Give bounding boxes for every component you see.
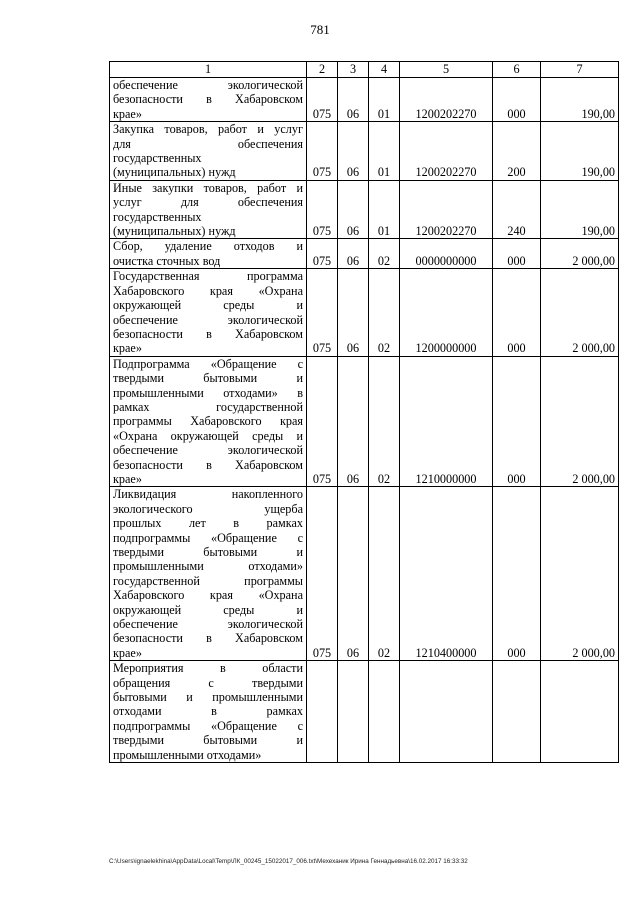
row-cell-c3: 06 (338, 78, 369, 122)
header-cell-6: 6 (493, 62, 541, 78)
row-name-line: отходами в рамках (113, 704, 303, 719)
row-cell-c5: 1200000000 (400, 269, 493, 356)
row-cell-c7: 2 000,00 (541, 269, 619, 356)
row-name-line: Сбор, удаление отходов и (113, 239, 303, 254)
table-row (110, 78, 619, 122)
row-cell-c7: 2 000,00 (541, 487, 619, 661)
row-name-line: промышленными отходами» (113, 747, 262, 762)
row-cell-c5 (400, 661, 493, 763)
row-cell-c4: 02 (369, 269, 400, 356)
row-name-line: экологического ущерба (113, 501, 303, 516)
header-cell-2: 2 (307, 62, 338, 78)
row-cell-c3: 06 (338, 269, 369, 356)
row-cell-c5: 1200202270 (400, 78, 493, 122)
row-cell-c3: 06 (338, 122, 369, 181)
row-name-line: программы Хабаровского края (113, 414, 303, 429)
row-cell-c2: 075 (307, 78, 338, 122)
row-name-cell (110, 122, 307, 181)
row-cell-c6 (493, 661, 541, 763)
row-name-line: Закупка товаров, работ и услуг (113, 122, 303, 137)
row-cell-c3: 06 (338, 356, 369, 487)
row-name-line: подпрограммы «Обращение с (113, 718, 303, 733)
row-cell-c2: 075 (307, 487, 338, 661)
row-cell-c5: 0000000000 (400, 239, 493, 269)
row-name-line: обеспечение экологической (113, 443, 303, 458)
row-cell-c7 (541, 661, 619, 763)
row-name-cell (110, 239, 307, 269)
row-name-cell (110, 661, 307, 763)
table-header-row (110, 62, 619, 78)
row-cell-c5: 1210400000 (400, 487, 493, 661)
budget-table (109, 61, 619, 763)
row-cell-c6: 000 (493, 487, 541, 661)
row-cell-c2 (307, 661, 338, 763)
row-name-line: Иные закупки товаров, работ и (113, 180, 303, 195)
row-name-line: окружающей среды и (113, 298, 303, 313)
row-name-cell (110, 180, 307, 239)
row-name-line: обеспечение экологической (113, 78, 303, 92)
header-cell-4: 4 (369, 62, 400, 78)
row-name-line: промышленными отходами» (113, 559, 303, 574)
row-name-line: твердыми бытовыми и (113, 733, 303, 748)
row-name-line: Подпрограмма «Обращение с (113, 356, 303, 371)
row-cell-c6: 000 (493, 356, 541, 487)
row-cell-c6: 000 (493, 239, 541, 269)
row-name-line: «Охрана окружающей среды и (113, 428, 303, 443)
row-cell-c3: 06 (338, 180, 369, 239)
row-name-line: окружающей среды и (113, 602, 303, 617)
row-name-line: Ликвидация накопленного (113, 487, 303, 502)
table-row (110, 122, 619, 181)
row-name-line: государственных (113, 151, 202, 166)
row-name-line: бытовыми и промышленными (113, 690, 303, 705)
row-cell-c3: 06 (338, 239, 369, 269)
header-cell-1: 1 (110, 62, 307, 78)
row-cell-c6: 000 (493, 78, 541, 122)
row-name-line: крае» (113, 106, 142, 121)
header-cell-5: 5 (400, 62, 493, 78)
row-cell-c6: 240 (493, 180, 541, 239)
row-cell-c6: 000 (493, 269, 541, 356)
row-cell-c2: 075 (307, 356, 338, 487)
table-row (110, 180, 619, 239)
row-name-line: безопасности в Хабаровском (113, 631, 303, 646)
row-name-line: услуг для обеспечения (113, 195, 303, 210)
row-cell-c2: 075 (307, 239, 338, 269)
row-name-line: обращения с твердыми (113, 675, 303, 690)
row-cell-c4: 01 (369, 78, 400, 122)
row-name-line: (муниципальных) нужд (113, 165, 236, 180)
row-name-line: (муниципальных) нужд (113, 224, 236, 239)
row-name-line: Хабаровского края «Охрана (113, 588, 303, 603)
row-name-line: промышленными отходами» в (113, 385, 303, 400)
row-cell-c4: 02 (369, 487, 400, 661)
row-name-line: очистка сточных вод (113, 253, 221, 268)
row-name-line: государственных (113, 209, 202, 224)
row-name-line: государственной программы (113, 573, 303, 588)
row-name-line: безопасности в Хабаровском (113, 92, 303, 107)
row-cell-c7: 190,00 (541, 78, 619, 122)
table-row (110, 239, 619, 269)
header-cell-3: 3 (338, 62, 369, 78)
row-name-line: обеспечение экологической (113, 617, 303, 632)
row-cell-c5: 1200202270 (400, 180, 493, 239)
row-name-line: обеспечение экологической (113, 312, 303, 327)
row-name-line: Хабаровского края «Охрана (113, 283, 303, 298)
row-cell-c6: 200 (493, 122, 541, 181)
row-cell-c2: 075 (307, 180, 338, 239)
row-cell-c7: 2 000,00 (541, 356, 619, 487)
row-name-line: твердыми бытовыми и (113, 371, 303, 386)
table-row (110, 487, 619, 661)
row-cell-c2: 075 (307, 122, 338, 181)
row-name-line: для обеспечения (113, 136, 303, 151)
row-cell-c4 (369, 661, 400, 763)
file-path-footer: C:\Users\ignaelekhina\AppData\Local\Temp\ЛК_00245_15022017_006.txt\Мехеханик Ирина Геннадьевна\16.02.2017 16:33:32 (109, 858, 468, 865)
row-cell-c3: 06 (338, 487, 369, 661)
row-cell-c5: 1200202270 (400, 122, 493, 181)
row-cell-c7: 2 000,00 (541, 239, 619, 269)
table-row (110, 356, 619, 487)
row-cell-c4: 02 (369, 239, 400, 269)
row-name-line: прошлых лет в рамках (113, 516, 303, 531)
table-row (110, 661, 619, 763)
row-cell-c3 (338, 661, 369, 763)
row-cell-c2: 075 (307, 269, 338, 356)
row-name-line: безопасности в Хабаровском (113, 326, 303, 341)
row-name-cell (110, 269, 307, 356)
row-cell-c7: 190,00 (541, 122, 619, 181)
row-cell-c4: 02 (369, 356, 400, 487)
row-name-line: твердыми бытовыми и (113, 545, 303, 559)
row-name-line: Государственная программа (113, 269, 303, 284)
header-cell-7: 7 (541, 62, 619, 78)
row-name-line: подпрограммы «Обращение с (113, 530, 303, 545)
row-cell-c5: 1210000000 (400, 356, 493, 487)
table-row (110, 269, 619, 356)
page-number: 781 (310, 22, 330, 37)
budget-table-body (110, 62, 619, 763)
row-name-line: безопасности в Хабаровском (113, 457, 303, 472)
row-cell-c4: 01 (369, 122, 400, 181)
row-name-line: крае» (113, 341, 142, 356)
row-cell-c7: 190,00 (541, 180, 619, 239)
row-name-line: крае» (113, 471, 142, 486)
row-name-cell (110, 356, 307, 487)
row-cell-c4: 01 (369, 180, 400, 239)
row-name-line: рамках государственной (113, 399, 303, 414)
row-name-cell (110, 487, 307, 661)
row-name-line: Мероприятия в области (113, 661, 303, 676)
row-name-cell (110, 78, 307, 122)
row-name-line: крае» (113, 645, 142, 660)
